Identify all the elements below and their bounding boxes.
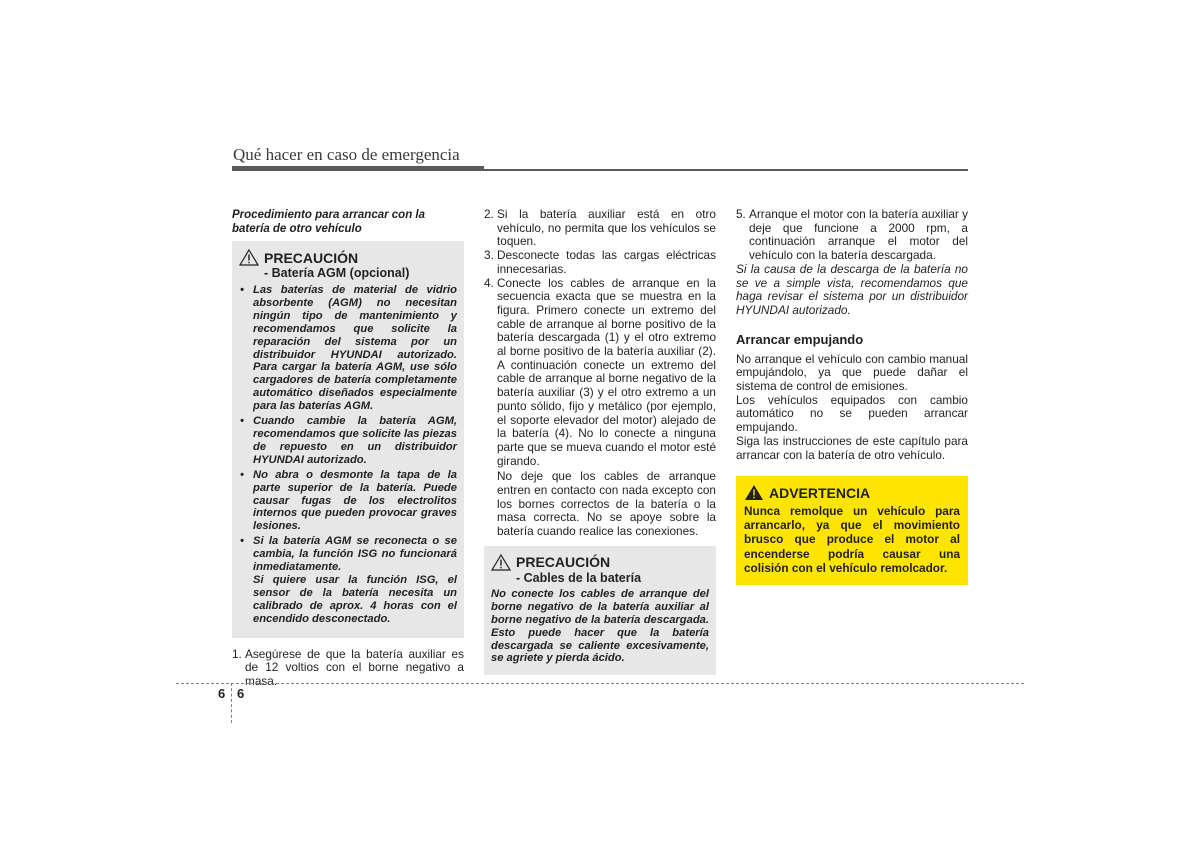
step-4-continuation: No deje que los cables de arranque entren en contacto con nada excepto con los bornes correctos de la batería o la masa correcta. No se apoye sobre la batería cuando realice las conexiones.	[497, 469, 716, 539]
step-item: 2. Si la batería auxiliar está en otro vehículo, no permita que los vehículos se toquen.	[484, 207, 716, 249]
caution-item-continuation: Si quiere usar la función ISG, el sensor de la batería necesita un calibrado de aprox. 4 horas con el encendido desconectado.	[253, 573, 457, 625]
section-title-push-start: Arrancar empujando	[736, 331, 864, 347]
caution-item: • No abra o desmonte la tapa de la parte superior de la batería. Puede causar fugas de los electrolitos internos que pueden provocar graves lesiones.	[240, 468, 457, 533]
column-1	[232, 208, 464, 689]
chapter-number: 6	[218, 686, 226, 701]
header-rule-thin	[484, 169, 968, 171]
header-rule-thick	[232, 166, 484, 171]
caution-box-agm	[232, 241, 464, 638]
page-header-title: Qué hacer en caso de emergencia	[233, 145, 460, 164]
paragraph: Los vehículos equipados con cambio automático no se pueden arrancar empujando.	[736, 392, 968, 435]
caution-text: No conecte los cables de arranque del borne negativo de la batería auxiliar al borne negativo de la batería descargada. Esto puede hacer que la batería descargada se caliente excesivamente, se agriete y pierda ácido.	[491, 587, 709, 665]
caution-item: • Cuando cambie la batería AGM, recomendamos que solicite las piezas de repuesto en un distribuidor HYUNDAI autorizado.	[240, 415, 457, 466]
column-3	[736, 208, 968, 585]
warning-text: Nunca remolque un vehículo para arrancarlo, ya que el movimiento brusco que produce el motor al encenderse podría causar una colisión con el vehículo remolcador.	[744, 504, 960, 575]
caution-subtitle: - Cables de la batería	[516, 570, 642, 585]
procedure-subheading: Procedimiento para arrancar con la batería de otro vehículo	[232, 209, 426, 235]
warning-triangle-icon	[239, 249, 259, 266]
step-item: 4. Conecte los cables de arranque en la secuencia exacta que se muestra en la figura. Primero conecte un extremo del cable de arranque al borne positivo de la batería descargada (1) y el otro extremo al borne positivo de la batería auxiliar (2). A continuación conecte un extremo del cable de arranque al borne negativo de la batería auxiliar (3) y el otro extremo a un punto sólido, fijo y metálico (por ejemplo, el soporte elevador del motor) alejado de la batería (4). No lo conecte a ninguna parte que se mueva cuando el motor esté girando.	[484, 275, 716, 468]
paragraph: No arranque el vehículo con cambio manual empujándolo, ya que puede dañar el sistema de control de emisiones.	[736, 351, 968, 394]
footer-dashed-rule	[176, 683, 1024, 684]
step-item: 3. Desconecte todas las cargas eléctricas innecesarias.	[484, 248, 716, 276]
steps-list-col3	[736, 208, 968, 263]
footer-dashed-divider	[231, 683, 232, 723]
warning-triangle-icon	[491, 554, 511, 571]
column-2	[484, 208, 716, 675]
step-item: 1. Asegúrese de que la batería auxiliar es de 12 voltios con el borne negativo a masa.	[232, 646, 464, 688]
step-item: 5. Arranque el motor con la batería auxiliar y deje que funcione a 2000 rpm, a continuación arranque el motor del vehículo con la batería descargada.	[736, 207, 969, 263]
caution-subtitle: - Batería AGM (opcional)	[264, 266, 410, 280]
caution-item: • Si la batería AGM se reconecta o se cambia, la función ISG no funcionará inmediatamente. Si quiere usar la función ISG, el sensor de la batería necesita un calibrado de aprox. 4 horas con el encendido desconectado.	[240, 535, 457, 625]
warning-title: ADVERTENCIA	[769, 484, 871, 501]
warning-triangle-icon	[744, 484, 764, 501]
warning-box	[736, 476, 968, 584]
caution-item: • Las baterías de material de vidrio absorbente (AGM) no necesitan ningún tipo de mantenimiento y recomendamos que solicite la reparación del sistema por un distribuidor HYUNDAI autorizado. Para cargar la batería AGM, use sólo cargadores de batería completamente automático diseñados especialmente para las baterías AGM.	[240, 284, 457, 413]
caution-title: PRECAUCIÓN	[516, 554, 611, 571]
diagnosis-note: Si la causa de la descarga de la batería no se ve a simple vista, recomendamos que haga revisar el sistema por un distribuidor HYUNDAI autorizado.	[736, 261, 968, 317]
page-number: 6	[237, 686, 245, 701]
caution-title: PRECAUCIÓN	[264, 249, 359, 266]
caution-box-cables	[484, 546, 716, 675]
steps-list-col2	[484, 208, 716, 468]
paragraph: Siga las instrucciones de este capítulo para arrancar con la batería de otro vehículo.	[736, 433, 968, 462]
